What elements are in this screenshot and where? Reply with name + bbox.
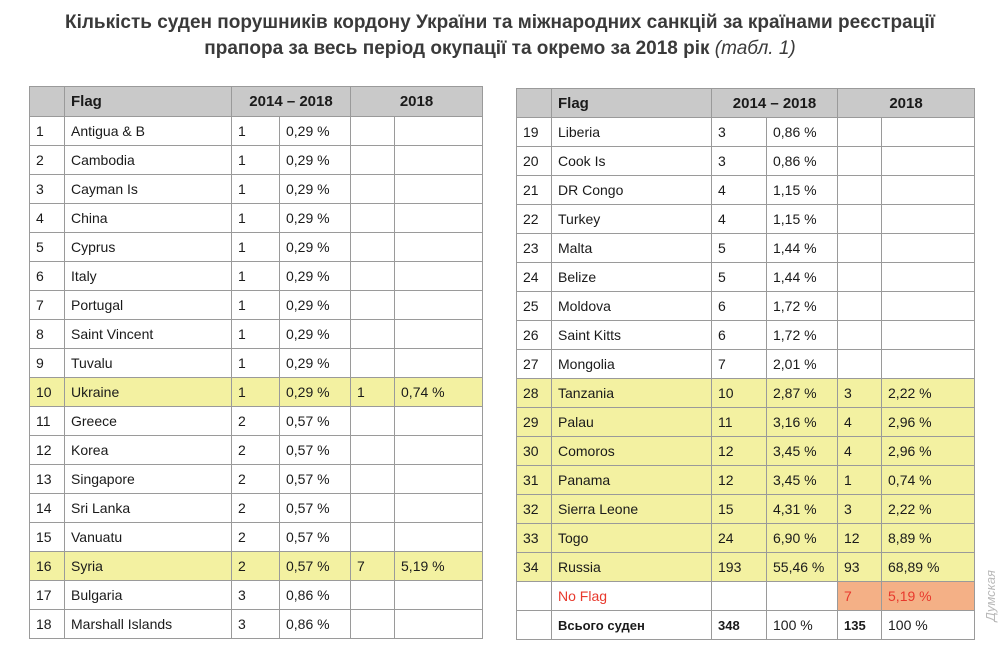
flag-name: Cayman Is [65,175,232,204]
row-number: 27 [517,350,552,379]
percent-2014-2018: 1,72 % [767,292,838,321]
percent-2018 [395,349,483,378]
count-2018: 4 [838,408,882,437]
count-2018: 1 [838,466,882,495]
percent-2018 [395,494,483,523]
count-2014-2018: 3 [232,581,280,610]
count-2018: 12 [838,524,882,553]
count-2014-2018: 12 [712,437,767,466]
count-2018 [838,234,882,263]
row-number: 31 [517,466,552,495]
flag-name: Vanuatu [65,523,232,552]
count-2018: 93 [838,553,882,582]
row-number: 30 [517,437,552,466]
percent-2018 [395,610,483,639]
row-number: 21 [517,176,552,205]
table-row [517,292,975,321]
table-row [30,117,483,146]
year-header: 2018 [351,87,483,117]
count-2014-2018: 1 [232,146,280,175]
count-2014-2018: 1 [232,349,280,378]
title-line-2 [0,36,1000,62]
flag-name: Moldova [552,292,712,321]
count-2014-2018: 1 [232,262,280,291]
percent-2014-2018: 0,29 % [280,320,351,349]
percent-2018 [395,465,483,494]
count-2014-2018: 1 [232,320,280,349]
table-note: (табл. 1) [714,38,796,59]
count-2014-2018: 11 [712,408,767,437]
table-row [517,205,975,234]
percent-2018: 2,22 % [882,379,975,408]
count-2014-2018: 2 [232,407,280,436]
row-number: 7 [30,291,65,320]
count-2018 [838,321,882,350]
count-2018: 3 [838,379,882,408]
total-percent-2014-2018: 100 % [767,611,838,640]
period-header: 2014 – 2018 [712,89,838,118]
count-2014-2018: 3 [712,147,767,176]
count-2018: 7 [351,552,395,581]
percent-2018 [395,117,483,146]
table-row [30,494,483,523]
table-row [30,291,483,320]
table-row [517,379,975,408]
count-2014-2018: 2 [232,523,280,552]
percent-2014-2018: 0,57 % [280,407,351,436]
row-number: 5 [30,233,65,262]
table-row [30,523,483,552]
count-2014-2018: 193 [712,553,767,582]
row-number: 24 [517,263,552,292]
percent-2014-2018: 0,86 % [767,118,838,147]
count-2018 [351,146,395,175]
percent-2014-2018: 0,29 % [280,378,351,407]
row-number: 22 [517,205,552,234]
title-line-1: Кількість суден порушників кордону України та міжнародних санкцій за країнами реєстрації [64,12,935,33]
percent-2014-2018: 1,15 % [767,176,838,205]
count-2018 [351,436,395,465]
watermark: Думская [983,570,998,622]
count-2018 [351,204,395,233]
count-2018: 4 [838,437,882,466]
table-row [30,146,483,175]
percent-2014-2018: 0,29 % [280,349,351,378]
total-label: Всього суден [552,611,712,640]
count-2014-2018: 12 [712,466,767,495]
total-percent-2018: 100 % [882,611,975,640]
table-header-row [517,89,975,118]
percent-2014-2018: 6,90 % [767,524,838,553]
row-number: 10 [30,378,65,407]
percent-2014-2018: 1,44 % [767,234,838,263]
table-row [30,581,483,610]
percent-2014-2018: 2,87 % [767,379,838,408]
flag-header: Flag [65,87,232,117]
percent-2018 [882,176,975,205]
table-row [517,263,975,292]
flag-name: Cambodia [65,146,232,175]
flag-name: Singapore [65,465,232,494]
count-2018: 1 [351,378,395,407]
table-row [30,378,483,407]
count-2014-2018: 1 [232,117,280,146]
table-row [517,147,975,176]
percent-2014-2018: 0,57 % [280,436,351,465]
row-number: 18 [30,610,65,639]
flag-name: Antigua & B [65,117,232,146]
percent-2014-2018: 0,29 % [280,204,351,233]
row-number: 20 [517,147,552,176]
table-row [517,553,975,582]
percent-2014-2018: 3,45 % [767,466,838,495]
table-row [517,350,975,379]
count-2018 [838,118,882,147]
flag-header: Flag [552,89,712,118]
table-row [30,436,483,465]
percent-2014-2018: 3,45 % [767,437,838,466]
flag-name: Saint Kitts [552,321,712,350]
count-2018 [351,407,395,436]
percent-2018 [882,350,975,379]
row-number: 17 [30,581,65,610]
percent-2018 [395,407,483,436]
percent-2014-2018: 0,29 % [280,262,351,291]
count-2018 [351,610,395,639]
table-row [30,552,483,581]
percent-2018: 2,22 % [882,495,975,524]
count-2018 [351,117,395,146]
table-row [30,465,483,494]
percent-2018 [395,262,483,291]
flag-name: Greece [65,407,232,436]
percent-2018 [395,436,483,465]
flag-name: Russia [552,553,712,582]
title-line-2-text: прапора за весь період окупації та окремо за 2018 рік [204,38,710,59]
percent-2018 [395,523,483,552]
count-2014-2018: 4 [712,176,767,205]
count-2014-2018: 10 [712,379,767,408]
row-number: 8 [30,320,65,349]
flag-name: Italy [65,262,232,291]
table-row [30,349,483,378]
percent-2018: 0,74 % [882,466,975,495]
row-number: 34 [517,553,552,582]
flag-name: Syria [65,552,232,581]
percent-2014-2018 [767,582,838,611]
count-2014-2018: 24 [712,524,767,553]
count-2018 [351,465,395,494]
row-number: 32 [517,495,552,524]
no-flag-count-2018: 7 [838,582,882,611]
row-number: 23 [517,234,552,263]
flag-name: Turkey [552,205,712,234]
count-2018 [838,205,882,234]
percent-2018: 0,74 % [395,378,483,407]
percent-2014-2018: 0,57 % [280,494,351,523]
percent-2018 [395,204,483,233]
flag-name: Panama [552,466,712,495]
percent-2014-2018: 0,57 % [280,465,351,494]
row-number: 15 [30,523,65,552]
flag-name: Portugal [65,291,232,320]
flag-table-left [29,86,483,639]
no-flag-label: No Flag [552,582,712,611]
total-count-2018: 135 [838,611,882,640]
year-header: 2018 [838,89,975,118]
row-number: 1 [30,117,65,146]
percent-2018 [395,320,483,349]
row-number: 13 [30,465,65,494]
table-row [517,118,975,147]
count-2014-2018: 4 [712,205,767,234]
percent-2018 [882,321,975,350]
flag-name: Korea [65,436,232,465]
row-number: 14 [30,494,65,523]
percent-2018 [882,205,975,234]
count-2014-2018: 2 [232,494,280,523]
percent-2014-2018: 0,86 % [280,581,351,610]
percent-2014-2018: 0,86 % [280,610,351,639]
flag-name: China [65,204,232,233]
percent-2014-2018: 0,57 % [280,552,351,581]
table-row [30,320,483,349]
flag-name: Comoros [552,437,712,466]
page-title [0,10,1000,62]
row-number: 4 [30,204,65,233]
flag-name: DR Congo [552,176,712,205]
total-count-2014-2018: 348 [712,611,767,640]
percent-2014-2018: 1,44 % [767,263,838,292]
count-2014-2018: 1 [232,291,280,320]
count-2014-2018 [712,582,767,611]
row-number: 3 [30,175,65,204]
count-2014-2018: 7 [712,350,767,379]
count-2014-2018: 1 [232,378,280,407]
flag-name: Sri Lanka [65,494,232,523]
table-row [30,233,483,262]
flag-name: Saint Vincent [65,320,232,349]
count-2014-2018: 6 [712,321,767,350]
percent-2014-2018: 1,15 % [767,205,838,234]
count-2018 [351,349,395,378]
percent-2018 [882,147,975,176]
table-row [30,262,483,291]
row-number: 12 [30,436,65,465]
flag-name: Cook Is [552,147,712,176]
count-2018 [351,494,395,523]
flag-name: Tanzania [552,379,712,408]
count-2018 [838,176,882,205]
percent-2018 [395,291,483,320]
count-2014-2018: 2 [232,436,280,465]
count-2018 [838,263,882,292]
percent-2018: 5,19 % [395,552,483,581]
row-number: 2 [30,146,65,175]
table-row [517,524,975,553]
count-2014-2018: 1 [232,175,280,204]
table-row [30,610,483,639]
percent-2018: 8,89 % [882,524,975,553]
row-number: 19 [517,118,552,147]
percent-2014-2018: 3,16 % [767,408,838,437]
row-number: 16 [30,552,65,581]
table-row [517,408,975,437]
row-number: 9 [30,349,65,378]
count-2014-2018: 3 [712,118,767,147]
percent-2018 [882,234,975,263]
row-number: 11 [30,407,65,436]
row-number: 6 [30,262,65,291]
flag-name: Liberia [552,118,712,147]
table-row [517,495,975,524]
count-2014-2018: 15 [712,495,767,524]
count-2014-2018: 1 [232,204,280,233]
count-2014-2018: 5 [712,234,767,263]
count-2018 [351,233,395,262]
percent-2014-2018: 0,29 % [280,233,351,262]
row-number: 33 [517,524,552,553]
percent-2014-2018: 0,29 % [280,291,351,320]
table-row [30,407,483,436]
percent-2018 [882,292,975,321]
row-number: 25 [517,292,552,321]
percent-2018 [395,233,483,262]
percent-2014-2018: 0,57 % [280,523,351,552]
num-header [517,89,552,118]
flag-name: Togo [552,524,712,553]
total-row [517,611,975,640]
table-row [517,234,975,263]
percent-2014-2018: 2,01 % [767,350,838,379]
percent-2014-2018: 1,72 % [767,321,838,350]
row-number [517,611,552,640]
percent-2018 [395,175,483,204]
flag-name: Ukraine [65,378,232,407]
percent-2018 [395,146,483,175]
percent-2014-2018: 55,46 % [767,553,838,582]
count-2014-2018: 3 [232,610,280,639]
flag-name: Tuvalu [65,349,232,378]
flag-table-right [516,88,975,640]
table-header-row [30,87,483,117]
count-2018 [351,175,395,204]
count-2018 [351,291,395,320]
percent-2014-2018: 0,29 % [280,117,351,146]
no-flag-row [517,582,975,611]
count-2014-2018: 1 [232,233,280,262]
table-row [517,437,975,466]
table-row [30,175,483,204]
percent-2018 [882,118,975,147]
count-2014-2018: 2 [232,465,280,494]
num-header [30,87,65,117]
percent-2018: 2,96 % [882,437,975,466]
flag-name: Malta [552,234,712,263]
flag-name: Sierra Leone [552,495,712,524]
percent-2014-2018: 0,86 % [767,147,838,176]
table-row [517,176,975,205]
row-number: 29 [517,408,552,437]
flag-name: Palau [552,408,712,437]
flag-name: Mongolia [552,350,712,379]
count-2018 [838,292,882,321]
count-2018 [351,581,395,610]
percent-2018 [882,263,975,292]
period-header: 2014 – 2018 [232,87,351,117]
percent-2018: 2,96 % [882,408,975,437]
flag-name: Bulgaria [65,581,232,610]
no-flag-percent-2018: 5,19 % [882,582,975,611]
row-number [517,582,552,611]
percent-2014-2018: 4,31 % [767,495,838,524]
flag-name: Cyprus [65,233,232,262]
table-row [517,321,975,350]
count-2014-2018: 6 [712,292,767,321]
percent-2018 [395,581,483,610]
percent-2014-2018: 0,29 % [280,175,351,204]
table-row [517,466,975,495]
count-2018: 3 [838,495,882,524]
count-2018 [838,350,882,379]
row-number: 28 [517,379,552,408]
count-2018 [838,147,882,176]
flag-name: Marshall Islands [65,610,232,639]
count-2014-2018: 5 [712,263,767,292]
table-row [30,204,483,233]
percent-2018: 68,89 % [882,553,975,582]
count-2018 [351,320,395,349]
percent-2014-2018: 0,29 % [280,146,351,175]
count-2018 [351,262,395,291]
flag-name: Belize [552,263,712,292]
row-number: 26 [517,321,552,350]
count-2018 [351,523,395,552]
count-2014-2018: 2 [232,552,280,581]
